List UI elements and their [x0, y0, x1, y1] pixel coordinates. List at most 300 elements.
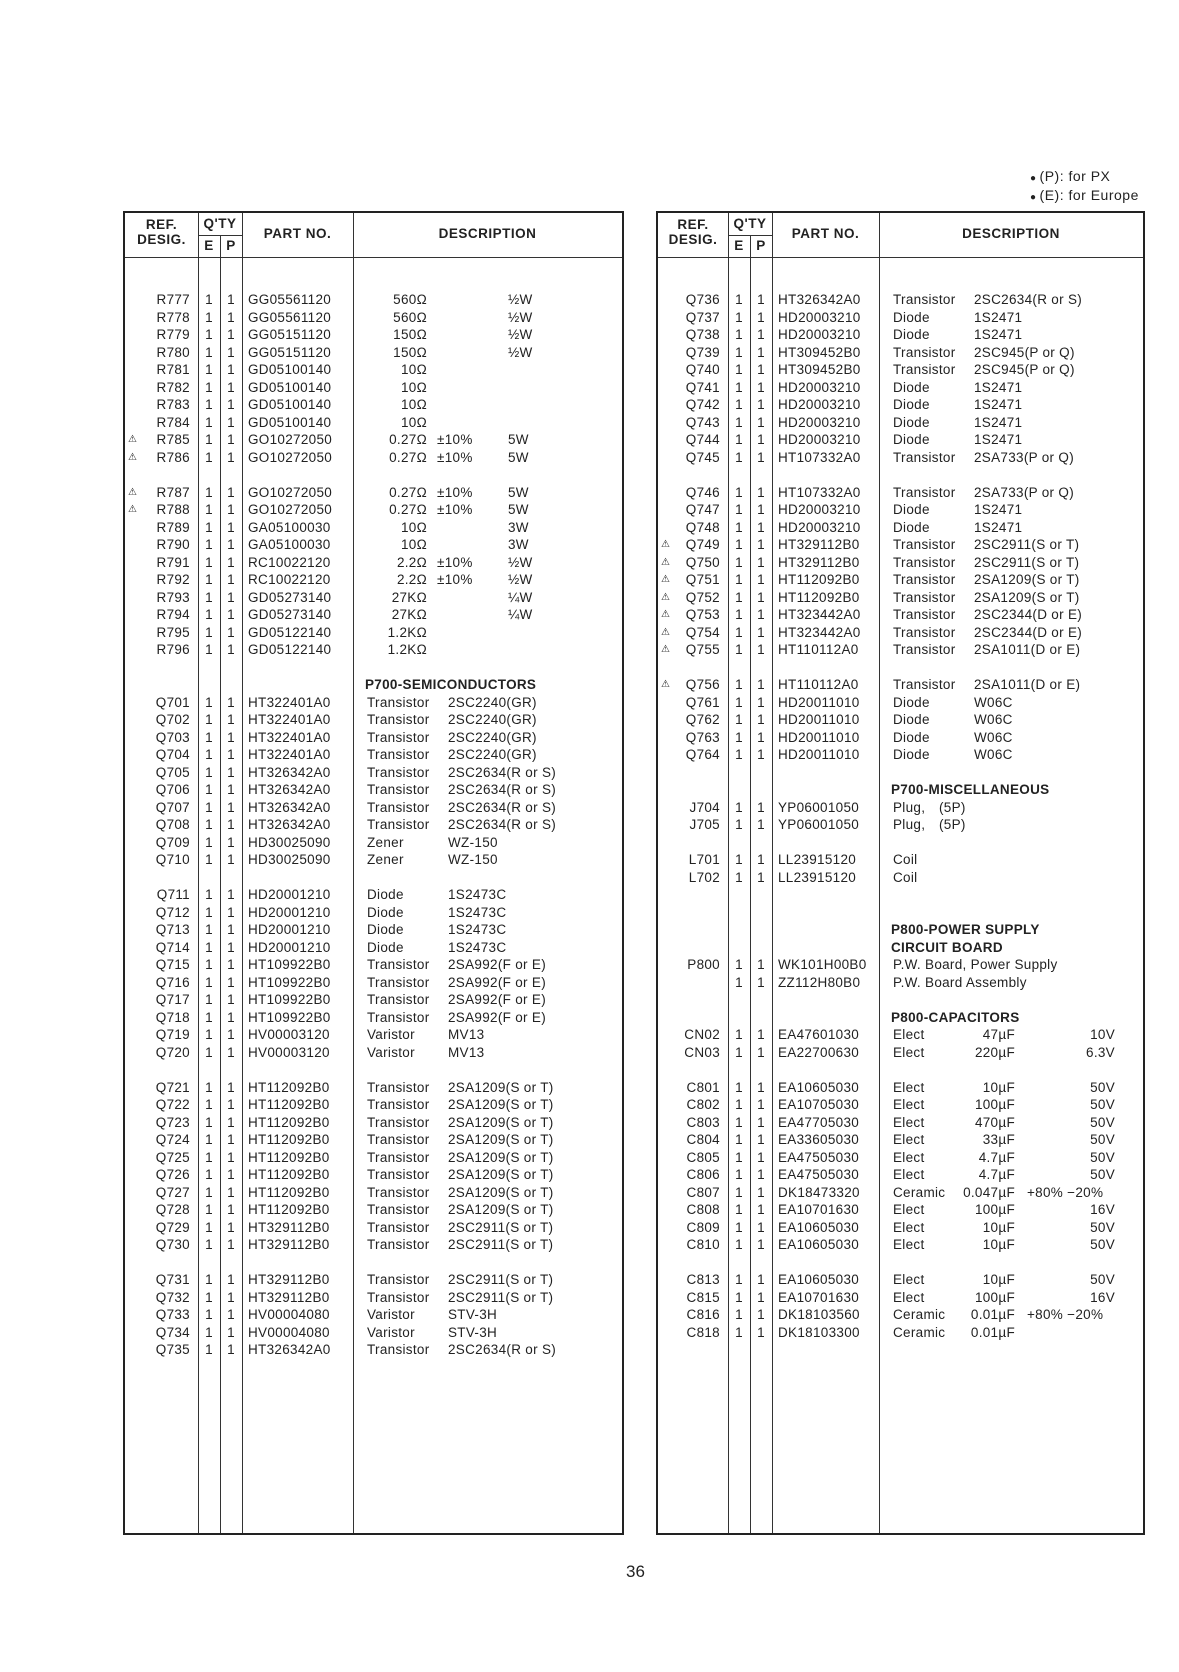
- component-type: Diode: [893, 747, 930, 762]
- model-number: 2SA1209(S or T): [448, 1079, 554, 1095]
- capacitance: 10µF: [982, 1079, 1015, 1095]
- qty-e: 1: [205, 1114, 213, 1130]
- part-number: HT112092B0: [778, 589, 860, 605]
- ref-designator: L702: [688, 869, 720, 885]
- component-type: Elect: [893, 1202, 925, 1217]
- qty-p: 1: [227, 379, 235, 395]
- ref-designator: Q744: [685, 432, 720, 447]
- ref-designator: R789: [156, 519, 190, 535]
- qty-p: 1: [757, 1237, 765, 1252]
- component-type: Transistor: [367, 992, 430, 1007]
- ref-designator: C807: [686, 1184, 720, 1200]
- table-row: [658, 1044, 1143, 1062]
- part-number: EA47505030: [778, 1167, 860, 1182]
- part-number: HD20003210: [778, 327, 861, 342]
- capacitance: 10µF: [982, 1219, 1015, 1235]
- section-title: P700-MISCELLANEOUS: [891, 782, 1050, 797]
- component-type: Transistor: [893, 572, 956, 587]
- wattage: ½W: [508, 327, 533, 342]
- qty-p: 1: [757, 642, 765, 657]
- part-number: GA05100030: [248, 537, 331, 552]
- qty-p: 1: [227, 292, 235, 307]
- part-number: HV00004080: [248, 1307, 330, 1322]
- wattage: ¼W: [508, 589, 533, 605]
- tolerance: ±10%: [437, 449, 473, 465]
- qty-p: 1: [757, 1272, 765, 1287]
- part-number: LL23915120: [778, 852, 857, 867]
- part-number: HT329112B0: [248, 1219, 330, 1235]
- qty-e: 1: [205, 309, 213, 325]
- qty-p: 1: [227, 747, 235, 762]
- qty-p: 1: [757, 852, 765, 867]
- model-number: 2SC2911(S or T): [448, 1219, 554, 1235]
- ref-designator: C808: [686, 1202, 720, 1217]
- qty-p: 1: [227, 1324, 235, 1340]
- component-type: Transistor: [367, 712, 430, 727]
- qty-e: 1: [735, 1167, 743, 1182]
- model-number: 2SA992(F or E): [448, 974, 546, 990]
- component-type: Ceramic: [893, 1184, 946, 1200]
- qty-e: 1: [205, 712, 213, 727]
- resistance-value: 1.2KΩ: [387, 642, 427, 657]
- qty-e: 1: [205, 589, 213, 605]
- ref-designator: C809: [686, 1219, 720, 1235]
- qty-p: 1: [227, 992, 235, 1007]
- table-row: [125, 694, 622, 712]
- qty-p: 1: [757, 344, 765, 360]
- table-row: [658, 449, 1143, 467]
- component-type: Transistor: [893, 677, 956, 692]
- tolerance: ±10%: [437, 484, 473, 500]
- ref-designator: Q724: [155, 1132, 190, 1147]
- ref-designator: Q762: [685, 712, 720, 727]
- part-number: HT112092B0: [248, 1079, 330, 1095]
- model-number: W06C: [974, 712, 1013, 727]
- qty-p: 1: [757, 1114, 765, 1130]
- ref-designator: R780: [156, 344, 190, 360]
- part-number: GG05151120: [248, 344, 332, 360]
- model-number: 2SC2634(R or S): [448, 782, 557, 797]
- component-type: Elect: [893, 1079, 925, 1095]
- qty-p: 1: [757, 624, 765, 640]
- spacer-row: [125, 659, 622, 677]
- component-type: Transistor: [367, 782, 430, 797]
- ref-designator: R793: [156, 589, 190, 605]
- part-number: EA33605030: [778, 1132, 860, 1147]
- model-number: 2SA733(P or Q): [974, 484, 1074, 500]
- qty-p: 1: [227, 554, 235, 570]
- resistance-value: 27KΩ: [391, 589, 427, 605]
- qty-p: 1: [757, 694, 765, 710]
- resistance-value: 0.27Ω: [389, 432, 427, 447]
- qty-p: 1: [227, 939, 235, 955]
- qty-p: 1: [757, 869, 765, 885]
- part-number: HT309452B0: [778, 362, 861, 377]
- part-number: HT107332A0: [778, 449, 861, 465]
- table-row: [658, 956, 1143, 974]
- model-number: 2SC2240(GR): [448, 729, 537, 745]
- qty-e: 1: [735, 554, 743, 570]
- qty-p: 1: [757, 712, 765, 727]
- resistance-value: 560Ω: [393, 309, 427, 325]
- qty-e: 1: [205, 747, 213, 762]
- part-number: HD20003210: [778, 502, 861, 517]
- qty-p: 1: [227, 327, 235, 342]
- part-number: HT112092B0: [778, 572, 860, 587]
- header-description: DESCRIPTION: [438, 226, 537, 241]
- qty-p: 1: [227, 1044, 235, 1060]
- qty-p: 1: [757, 292, 765, 307]
- qty-p: 1: [227, 362, 235, 377]
- component-type: Diode: [893, 502, 930, 517]
- table-row: [125, 309, 622, 327]
- table-row: [658, 1079, 1143, 1097]
- table-row: [658, 431, 1143, 449]
- qty-e: 1: [735, 397, 743, 412]
- model-number: 2SC2240(GR): [448, 712, 537, 727]
- part-number: GG05561120: [248, 309, 332, 325]
- model-number: 2SA992(F or E): [448, 1009, 546, 1025]
- ref-designator: Q718: [155, 1009, 190, 1025]
- table-row: [658, 694, 1143, 712]
- component-type: Transistor: [893, 642, 956, 657]
- part-number: GO10272050: [248, 449, 333, 465]
- resistance-value: 0.27Ω: [389, 484, 427, 500]
- ref-designator: Q756: [685, 677, 720, 692]
- spacer-row: [125, 1254, 622, 1272]
- qty-e: 1: [735, 344, 743, 360]
- spacer-row: [658, 886, 1143, 904]
- qty-e: 1: [205, 852, 213, 867]
- component-type: Transistor: [367, 1097, 430, 1112]
- qty-e: 1: [205, 834, 213, 850]
- voltage-rating: 50V: [1090, 1167, 1115, 1182]
- qty-e: 1: [735, 799, 743, 815]
- table-row: [125, 1149, 622, 1167]
- component-type: Transistor: [367, 1114, 430, 1130]
- table-row: [125, 1026, 622, 1044]
- part-number: HT109922B0: [248, 992, 331, 1007]
- table-row: [125, 1114, 622, 1132]
- qty-p: 1: [757, 974, 765, 990]
- table-row: [658, 729, 1143, 747]
- qty-p: 1: [757, 1202, 765, 1217]
- ref-designator: Q755: [685, 642, 720, 657]
- part-number: HT110112A0: [778, 677, 859, 692]
- wattage: 5W: [508, 484, 529, 500]
- component-type: Transistor: [367, 764, 430, 780]
- part-number: EA10605030: [778, 1237, 860, 1252]
- qty-p: 1: [757, 309, 765, 325]
- qty-e: 1: [205, 1149, 213, 1165]
- ref-designator: Q735: [155, 1342, 190, 1357]
- ref-designator: Q715: [155, 957, 190, 972]
- table-row: [125, 606, 622, 624]
- warning-icon: ⚠: [128, 434, 138, 445]
- model-number: 2SA1209(S or T): [448, 1167, 554, 1182]
- component-type: Transistor: [893, 449, 956, 465]
- qty-e: 1: [205, 1342, 213, 1357]
- table-row: [658, 484, 1143, 502]
- model-number: (5P): [939, 799, 966, 815]
- ref-designator: Q740: [685, 362, 720, 377]
- ref-designator: Q736: [685, 292, 720, 307]
- warning-icon: ⚠: [661, 556, 671, 568]
- qty-e: 1: [735, 1184, 743, 1200]
- table-row: [125, 431, 622, 449]
- section-title: P800-POWER SUPPLY: [891, 922, 1040, 937]
- qty-e: 1: [205, 554, 213, 570]
- resistance-value: 10Ω: [400, 537, 427, 552]
- resistance-value: 10Ω: [400, 362, 427, 377]
- table-row: [125, 974, 622, 992]
- part-number: GD05100140: [248, 414, 332, 430]
- table-row: [125, 1289, 622, 1307]
- ref-designator: Q748: [685, 519, 720, 535]
- table-row: [125, 449, 622, 467]
- resistance-value: 150Ω: [393, 327, 427, 342]
- table-row: [125, 641, 622, 659]
- model-number: 1S2471: [974, 502, 1023, 517]
- qty-p: 1: [227, 729, 235, 745]
- component-type: Diode: [893, 694, 930, 710]
- component-type: Transistor: [367, 1237, 430, 1252]
- tolerance: ±10%: [437, 554, 473, 570]
- part-number: HD20003210: [778, 309, 861, 325]
- component-type: Transistor: [367, 1009, 430, 1025]
- qty-e: 1: [735, 852, 743, 867]
- part-number: HD20011010: [778, 694, 860, 710]
- tolerance: ±10%: [437, 502, 473, 517]
- spacer-row: [658, 1061, 1143, 1079]
- ref-designator: Q763: [685, 729, 720, 745]
- model-number: 2SC2344(D or E): [974, 607, 1083, 622]
- qty-e: 1: [205, 1324, 213, 1340]
- component-type: Transistor: [367, 1219, 430, 1235]
- ref-designator: Q721: [155, 1079, 190, 1095]
- qty-p: 1: [227, 642, 235, 657]
- ref-designator: Q701: [155, 694, 190, 710]
- part-number: HD20003210: [778, 414, 861, 430]
- warning-icon: ⚠: [661, 626, 671, 638]
- table-row: [125, 414, 622, 432]
- model-number: (5P): [939, 817, 966, 832]
- ref-designator: C802: [686, 1097, 720, 1112]
- component-type: Elect: [893, 1114, 925, 1130]
- warning-icon: ⚠: [661, 609, 671, 620]
- qty-e: 1: [735, 1237, 743, 1252]
- qty-p: 1: [227, 1027, 235, 1042]
- qty-p: 1: [757, 1149, 765, 1165]
- qty-e: 1: [205, 974, 213, 990]
- part-number: EA10705030: [778, 1097, 860, 1112]
- capacitance: 100µF: [974, 1289, 1015, 1305]
- ref-designator: Q731: [155, 1272, 190, 1287]
- section-title: P800-CAPACITORS: [891, 1009, 1020, 1025]
- ref-designator: Q719: [155, 1027, 190, 1042]
- table-row: [658, 414, 1143, 432]
- qty-e: 1: [205, 1219, 213, 1235]
- capacitance: 100µF: [974, 1097, 1015, 1112]
- component-type: Zener: [367, 834, 404, 850]
- part-number: HT112092B0: [248, 1167, 330, 1182]
- part-number: HD20001210: [248, 939, 331, 955]
- model-number: 1S2471: [974, 309, 1023, 325]
- ref-designator: CN02: [684, 1027, 720, 1042]
- ref-designator: R786: [156, 449, 190, 465]
- qty-p: 1: [757, 957, 765, 972]
- table-row: [125, 344, 622, 362]
- ref-designator: R796: [156, 642, 190, 657]
- ref-designator: R782: [156, 379, 190, 395]
- qty-p: 1: [227, 1097, 235, 1112]
- tolerance: ±10%: [437, 572, 473, 587]
- qty-p: 1: [227, 799, 235, 815]
- spacer-row: [658, 764, 1143, 782]
- qty-e: 1: [205, 624, 213, 640]
- qty-p: 1: [757, 327, 765, 342]
- part-number: HD30025090: [248, 834, 331, 850]
- qty-e: 1: [735, 502, 743, 517]
- qty-e: 1: [205, 537, 213, 552]
- part-number: HV00003120: [248, 1027, 330, 1042]
- warning-icon: ⚠: [128, 486, 138, 498]
- part-number: HD20003210: [778, 379, 861, 395]
- table-row: [125, 991, 622, 1009]
- part-number: HT326342A0: [248, 1342, 331, 1357]
- table-row: [658, 1201, 1143, 1219]
- part-number: GD05100140: [248, 397, 332, 412]
- part-number: HD30025090: [248, 852, 331, 867]
- ref-designator: R777: [156, 292, 190, 307]
- model-number: MV13: [448, 1044, 485, 1060]
- spacer-row: [125, 869, 622, 887]
- qty-p: 1: [757, 554, 765, 570]
- qty-e: 1: [735, 1272, 743, 1287]
- section-heading: [658, 781, 1143, 799]
- model-number: 2SA1209(S or T): [448, 1149, 554, 1165]
- table-row: [658, 501, 1143, 519]
- component-type: Transistor: [367, 747, 430, 762]
- qty-e: 1: [205, 904, 213, 920]
- header-desig: DESIG.: [137, 232, 186, 247]
- resistance-value: 560Ω: [393, 292, 427, 307]
- resistance-value: 0.27Ω: [389, 449, 427, 465]
- qty-e: 1: [735, 1324, 743, 1340]
- component-type: Transistor: [893, 292, 956, 307]
- ref-designator: R787: [156, 484, 190, 500]
- ref-designator: Q702: [155, 712, 190, 727]
- note-px: ● (P): for PX: [1030, 168, 1139, 187]
- qty-e: 1: [205, 607, 213, 622]
- resistance-value: 2.2Ω: [396, 554, 427, 570]
- component-type: Diode: [893, 432, 930, 447]
- qty-e: 1: [205, 414, 213, 430]
- qty-e: 1: [735, 537, 743, 552]
- part-number: HT326342A0: [248, 764, 331, 780]
- table-row: [125, 781, 622, 799]
- table-row: [658, 1324, 1143, 1342]
- qty-p: 1: [227, 572, 235, 587]
- part-number: HT322401A0: [248, 694, 331, 710]
- part-number: HV00004080: [248, 1324, 330, 1340]
- qty-p: 1: [227, 1132, 235, 1147]
- qty-p: 1: [227, 712, 235, 727]
- table-row: [658, 519, 1143, 537]
- qty-e: 1: [735, 519, 743, 535]
- ref-designator: Q752: [685, 589, 720, 605]
- component-type: Diode: [893, 712, 930, 727]
- table-row: [658, 1114, 1143, 1132]
- component-type: Transistor: [367, 1167, 430, 1182]
- model-number: 2SC2240(GR): [448, 694, 537, 710]
- qty-e: 1: [205, 817, 213, 832]
- table-row: [658, 1026, 1143, 1044]
- model-number: 2SA1209(S or T): [448, 1184, 554, 1200]
- resistance-value: 10Ω: [400, 397, 427, 412]
- component-type: Transistor: [893, 607, 956, 622]
- ref-designator: Q706: [155, 782, 190, 797]
- component-type: Diode: [367, 887, 404, 902]
- part-number: GG05151120: [248, 327, 332, 342]
- table-row: [125, 484, 622, 502]
- qty-e: 1: [205, 1184, 213, 1200]
- table-row: [658, 379, 1143, 397]
- qty-p: 1: [757, 379, 765, 395]
- qty-p: 1: [227, 397, 235, 412]
- table-row: [658, 291, 1143, 309]
- table-row: [125, 1324, 622, 1342]
- qty-e: 1: [735, 642, 743, 657]
- table-row: [658, 851, 1143, 869]
- ref-designator: Q723: [155, 1114, 190, 1130]
- component-type: Diode: [893, 519, 930, 535]
- spacer-row: [658, 466, 1143, 484]
- model-number: W06C: [974, 747, 1013, 762]
- header-e: E: [734, 238, 744, 253]
- resistance-value: 0.27Ω: [389, 502, 427, 517]
- ref-designator: L701: [688, 852, 720, 867]
- qty-p: 1: [227, 1167, 235, 1182]
- component-type: Transistor: [893, 344, 956, 360]
- component-type: Elect: [893, 1132, 925, 1147]
- qty-e: 1: [735, 1149, 743, 1165]
- qty-e: 1: [205, 327, 213, 342]
- model-number: 2SC2240(GR): [448, 747, 537, 762]
- model-number: 1S2473C: [448, 887, 507, 902]
- qty-e: 1: [205, 694, 213, 710]
- component-type: Elect: [893, 1027, 925, 1042]
- tolerance: +80% −20%: [1027, 1184, 1104, 1200]
- part-number: GD05122140: [248, 624, 332, 640]
- wattage: ½W: [508, 554, 533, 570]
- qty-p: 1: [757, 362, 765, 377]
- table-row: [658, 571, 1143, 589]
- qty-p: 1: [227, 344, 235, 360]
- table-row: [125, 291, 622, 309]
- spacer-row: [658, 1254, 1143, 1272]
- part-number: GO10272050: [248, 502, 333, 517]
- spacer-row: [125, 466, 622, 484]
- ref-designator: R792: [156, 572, 190, 587]
- part-number: EA47601030: [778, 1027, 860, 1042]
- table-row: [125, 1166, 622, 1184]
- table-row: [125, 1341, 622, 1359]
- table-row: [658, 746, 1143, 764]
- component-type: Diode: [893, 397, 930, 412]
- part-number: GD05122140: [248, 642, 332, 657]
- part-number: WK101H00B0: [778, 957, 867, 972]
